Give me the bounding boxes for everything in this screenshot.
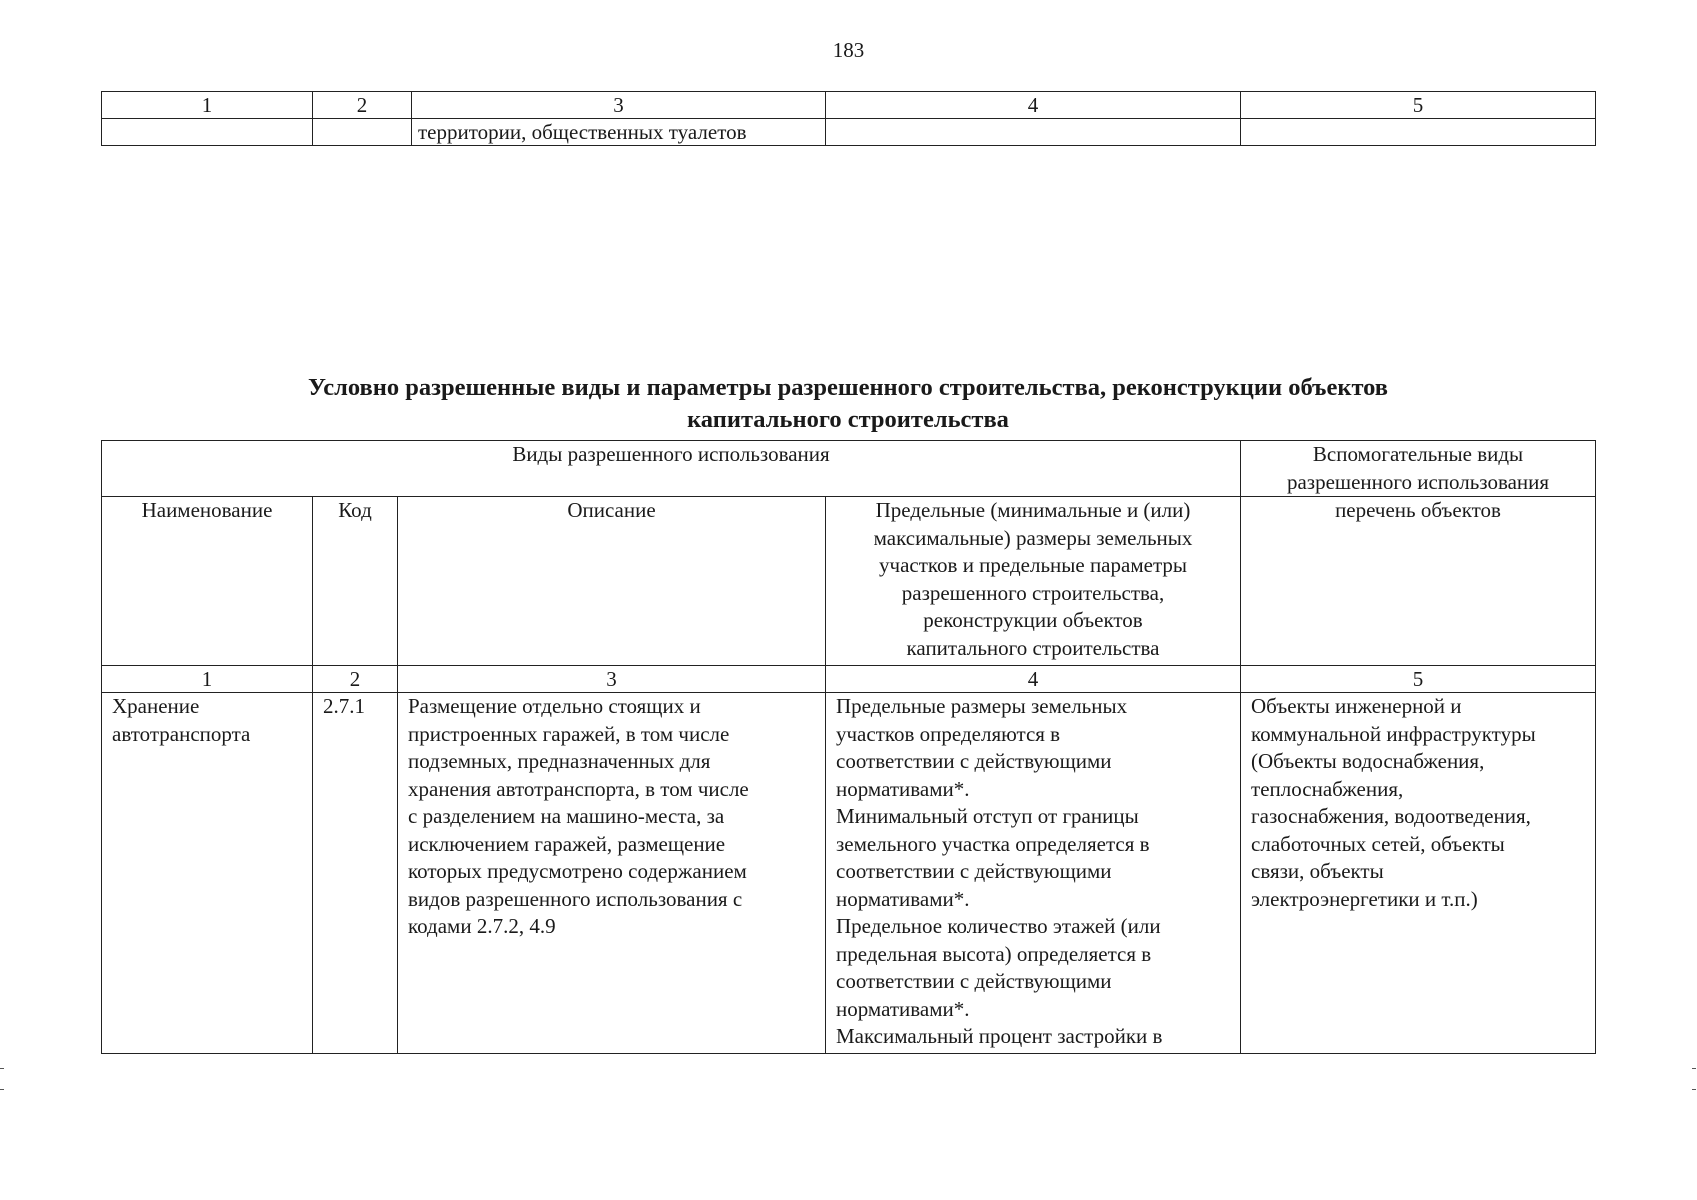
header-name: Наименование <box>102 497 313 666</box>
continuation-cell <box>826 119 1241 146</box>
continuation-col-number: 4 <box>826 92 1241 119</box>
cell-name <box>102 693 313 1054</box>
header-code: Код <box>313 497 398 666</box>
cell-objects-line: теплоснабжения, <box>1251 776 1404 801</box>
cell-limits-line: земельного участка определяется в <box>836 831 1150 856</box>
column-number: 3 <box>398 666 826 693</box>
cell-limits-line: нормативами*. <box>836 776 970 801</box>
cell-limits-line: нормативами*. <box>836 996 970 1021</box>
header-limits-line: капитального строительства <box>906 635 1160 660</box>
continuation-header-row <box>102 92 1596 119</box>
cell-description-line: подземных, предназначенных для <box>408 749 711 773</box>
cell-description-line: пристроенных гаражей, в том числе <box>408 721 730 746</box>
scan-edge-mark <box>0 1068 4 1090</box>
section-title-line: Условно разрешенные виды и параметры разрешенного строительства, реконструкции объектов <box>307 374 1389 401</box>
permitted-use-table <box>101 440 1596 1054</box>
cell-limits-line: Предельные размеры земельных <box>836 694 1128 718</box>
cell-objects <box>1241 693 1596 1054</box>
cell-name-line: Хранение <box>112 694 200 718</box>
cell-description-line: с разделением на машино-места, за <box>408 804 725 828</box>
cell-code <box>313 693 398 1054</box>
cell-objects-line: слаботочных сетей, объекты <box>1251 831 1505 856</box>
cell-name-line: автотранспорта <box>112 721 251 746</box>
cell-objects-line: газоснабжения, водоотведения, <box>1251 804 1531 828</box>
cell-description-line: хранения автотранспорта, в том числе <box>408 776 749 801</box>
continuation-col-number: 3 <box>412 92 826 119</box>
cell-description-line: исключением гаражей, размещение <box>408 831 726 856</box>
header-limits-line: реконструкции объектов <box>923 608 1143 632</box>
column-number-row <box>102 666 1596 693</box>
continuation-cell <box>313 119 412 146</box>
cell-objects-line: (Объекты водоснабжения, <box>1251 749 1485 773</box>
cell-limits-line: соответствии с действующими <box>836 749 1112 773</box>
cell-limits-line: Максимальный процент застройки в <box>836 1024 1163 1048</box>
continuation-cell <box>1241 119 1596 146</box>
group-header-left: Виды разрешенного использования <box>102 441 1241 497</box>
continuation-cell: территории, общественных туалетов <box>412 119 826 146</box>
cell-limits-line: участков определяются в <box>836 721 1061 746</box>
cell-limits-line: Предельное количество этажей (или <box>836 914 1161 938</box>
group-header-right-line: разрешенного использования <box>1286 469 1550 494</box>
cell-limits <box>826 693 1241 1054</box>
header-limits-line: Предельные (минимальные и (или) <box>875 498 1191 522</box>
column-number: 4 <box>826 666 1241 693</box>
cell-limits-line: соответствии с действующими <box>836 969 1112 993</box>
cell-description-line: Размещение отдельно стоящих и <box>408 694 701 718</box>
page-number: 183 <box>832 38 865 62</box>
column-header-row <box>102 497 1596 666</box>
header-description: Описание <box>398 497 826 666</box>
cell-description-line: видов разрешенного использования с <box>408 886 743 911</box>
cell-code-value: 2.7.1 <box>323 694 365 718</box>
section-title-line: капитального строительства <box>687 406 1009 433</box>
column-number: 1 <box>102 666 313 693</box>
scan-edge-mark <box>1692 1068 1696 1090</box>
group-header-right <box>1241 441 1596 497</box>
header-limits-line: участков и предельные параметры <box>879 553 1187 577</box>
continuation-col-number: 1 <box>102 92 313 119</box>
continuation-col-number: 5 <box>1241 92 1596 119</box>
cell-description-line: кодами 2.7.2, 4.9 <box>408 914 556 938</box>
cell-limits-line: предельная высота) определяется в <box>836 941 1152 966</box>
group-header-row <box>102 441 1596 497</box>
continuation-table <box>101 91 1596 146</box>
cell-objects-line: Объекты инженерной и <box>1251 694 1462 718</box>
cell-limits-line: нормативами*. <box>836 886 970 911</box>
cell-description-line: которых предусмотрено содержанием <box>408 859 747 883</box>
group-header-right-line: Вспомогательные виды <box>1312 442 1524 466</box>
section-title <box>101 372 1595 436</box>
continuation-col-number: 2 <box>313 92 412 119</box>
cell-limits-line: Минимальный отступ от границы <box>836 804 1139 828</box>
cell-objects-line: электроэнергетики и т.п.) <box>1251 886 1478 911</box>
header-limits <box>826 497 1241 666</box>
cell-limits-line: соответствии с действующими <box>836 859 1112 883</box>
continuation-cell <box>102 119 313 146</box>
continuation-row <box>102 119 1596 146</box>
column-number: 2 <box>313 666 398 693</box>
header-limits-line: разрешенного строительства, <box>901 580 1165 605</box>
header-objects: перечень объектов <box>1241 497 1596 666</box>
column-number: 5 <box>1241 666 1596 693</box>
header-limits-line: максимальные) размеры земельных <box>873 525 1193 550</box>
cell-description <box>398 693 826 1054</box>
cell-objects-line: коммунальной инфраструктуры <box>1251 721 1536 746</box>
cell-objects-line: связи, объекты <box>1251 859 1384 883</box>
table-row <box>102 693 1596 1054</box>
